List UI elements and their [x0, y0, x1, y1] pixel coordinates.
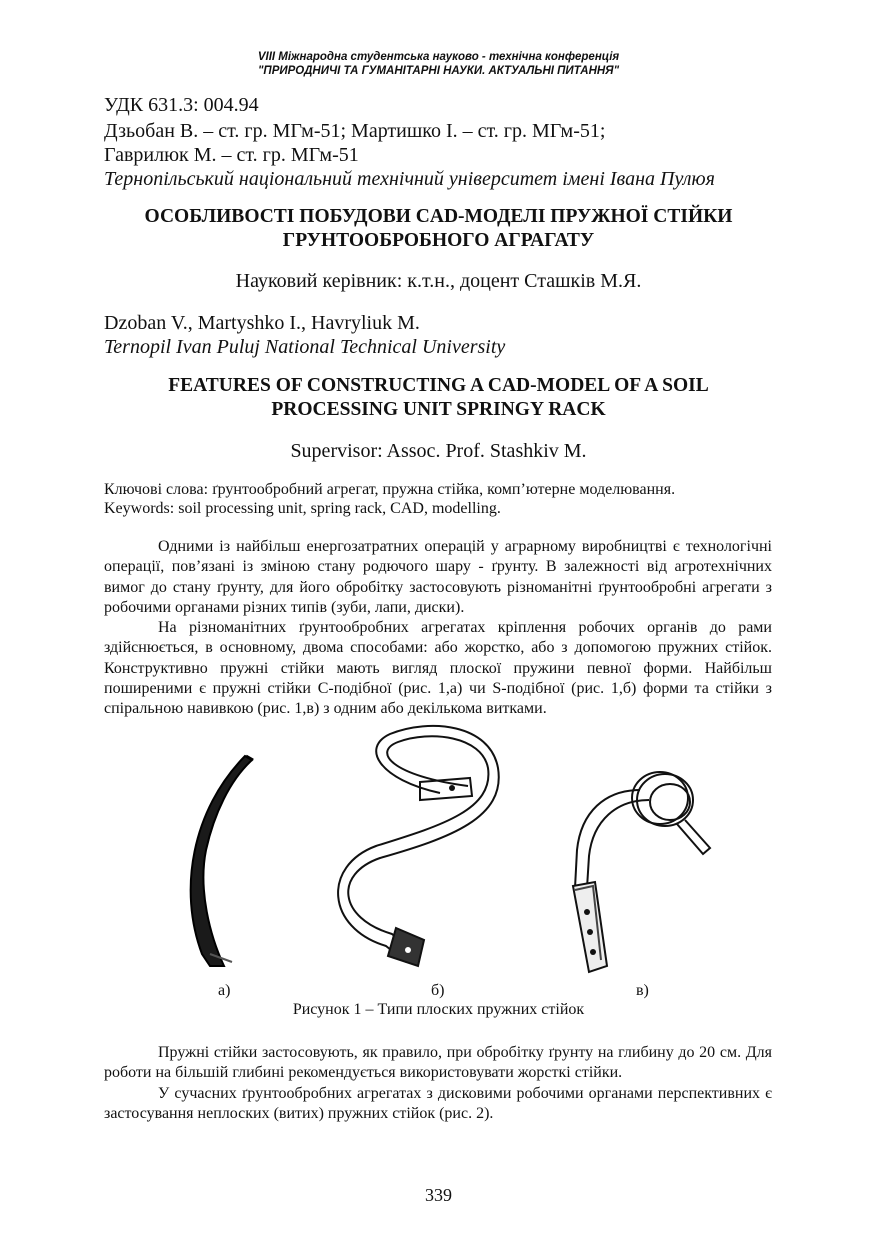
figure-label-c: в): [636, 982, 649, 999]
supervisor-en: Supervisor: Assoc. Prof. Stashkiv M.: [290, 440, 587, 462]
udc-code: УДК 631.3: 004.94: [104, 94, 259, 116]
title-ua-line2: ГРУНТООБРОБНОГО АГРАГАТУ: [282, 230, 595, 251]
authors-ua-line2: Гаврилюк М. – ст. гр. МГм-51: [104, 144, 359, 166]
paragraph-3: Пружні стійки застосовують, як правило, при обробітку ґрунту на глибину до 20 см. Для роботи на більшій глибині рекомендується використовувати жорсткі стійки.: [104, 1044, 772, 1082]
paragraph-2: На різноманітних ґрунтообробних агрегатах кріплення робочих органів до рами здійснюється, в основному, двома способами: або жорстко, або з допомогою пружних стійок. Конструктивно пружні стійки мають вигляд плоскої пружини певної форми. Найбільш поширеними є пружні стійки С-подібної (рис. 1,а) чи S-подібної (рис. 1,б) форми та стійки з спіральною навивкою (рис. 1,в) з одним або декількома витками.: [104, 619, 772, 718]
keywords-en: Keywords: soil processing unit, spring rack, CAD, modelling.: [104, 500, 501, 517]
authors-en: Dzoban V., Martyshko I., Havryliuk M.: [104, 312, 420, 334]
authors-ua-line1: Дзьобан В. – ст. гр. МГм-51; Мартишко І. – ст. гр. МГм-51;: [104, 120, 606, 142]
s-shaped-spring-rack-drawing: [320, 718, 560, 980]
paragraph-4: У сучасних ґрунтообробних агрегатах з дисковими робочими органами перспективних є застосування неплоских (витих) пружних стійок (рис. 2).: [104, 1085, 772, 1123]
figure-label-b: б): [431, 982, 445, 999]
title-en-line1: FEATURES OF CONSTRUCTING A CAD-MODEL OF A SOIL: [168, 375, 709, 396]
conference-header: [0, 50, 877, 78]
university-ua: Тернопільський національний технічний університет імені Івана Пулюя: [104, 168, 715, 190]
conference-header-line1: VIII Міжнародна студентська науково - технічна конференція: [257, 51, 620, 63]
spiral-coil-spring-rack-drawing: [545, 760, 715, 980]
title-ua-line1: ОСОБЛИВОСТІ ПОБУДОВИ CAD-МОДЕЛІ ПРУЖНОЇ СТІЙКИ: [144, 206, 733, 227]
paragraph-1: Одними із найбільш енергозатратних операцій у аграрному виробництві є технологічні операції, пов’язані із зміною стану родючого шару - ґрунту. В залежності від агротехнічних вимог до стану ґрунту, для його обробітку застосовують різноманітні ґрунтообробні агрегати з робочими органами різних типів (зуби, лапи, диски).: [104, 538, 772, 616]
page-number: 339: [425, 1185, 452, 1205]
university-en: Ternopil Ivan Puluj National Technical University: [104, 336, 506, 358]
c-shaped-spring-rack-drawing: [140, 740, 280, 980]
conference-header-line2: "ПРИРОДНИЧІ ТА ГУМАНІТАРНІ НАУКИ. АКТУАЛЬНІ ПИТАННЯ": [257, 65, 620, 77]
figure-label-a: а): [218, 982, 231, 999]
supervisor-ua: Науковий керівник: к.т.н., доцент Сташків М.Я.: [235, 270, 642, 292]
title-en-line2: PROCESSING UNIT SPRINGY RACK: [271, 399, 606, 420]
title-ua: [100, 205, 777, 253]
keywords-ua: Ключові слова: ґрунтообробний агрегат, пружна стійка, комп’ютерне моделювання.: [104, 481, 676, 498]
figure-caption: Рисунок 1 – Типи плоских пружних стійок: [292, 1001, 585, 1018]
title-en: [100, 374, 777, 422]
